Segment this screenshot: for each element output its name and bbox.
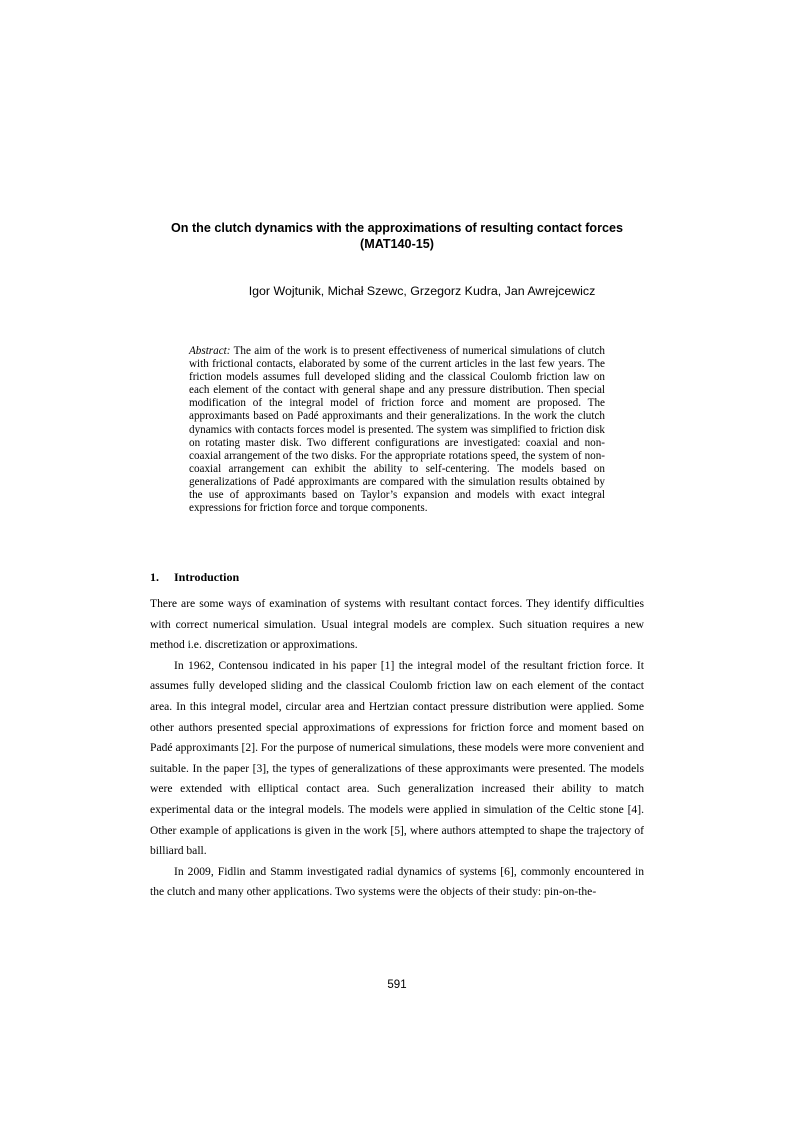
section-body (150, 594, 644, 903)
section-heading (150, 569, 239, 585)
body-paragraph: There are some ways of examination of systems with resultant contact forces. They identify difficulties with correct numerical simulation. Usual integral models are complex. Such situation requires a new method i.e. discretization or approximations. (150, 597, 644, 652)
body-paragraph: In 1962, Contensou indicated in his paper [1] the integral model of the resultant friction force. It assumes fully developed sliding and the classical Coulomb friction law on each element of the contact area. In this integral model, circular area and Hertzian contact pressure distribution were applied. Some other authors presented special approximations of expressions for friction force and moment based on Padé approximants [2]. For the purpose of numerical simulations, these models were more convenient and suitable. In the paper [3], the types of generalizations of these approximants were presented. The models were extended with elliptical contact area. Such generalization increased their ability to match experimental data or the integral models. The models were applied in simulation of the Celtic stone [4]. Other example of applications is given in the work [5], where authors attempted to shape the trajectory of billiard ball. (150, 658, 644, 858)
section-number: 1. (150, 570, 159, 584)
paper-title-line1: On the clutch dynamics with the approximations of resulting contact forces (170, 221, 624, 235)
author-list: Igor Wojtunik, Michał Szewc, Grzegorz Kudra, Jan Awrejcewicz (248, 284, 596, 298)
paper-title (100, 220, 694, 252)
paper-title-line2: (MAT140-15) (360, 237, 434, 251)
body-paragraph: In 2009, Fidlin and Stamm investigated radial dynamics of systems [6], commonly encountered in the clutch and many other applications. Two systems were the objects of their study: pin-on-the- (150, 864, 644, 899)
page-number: 591 (387, 979, 407, 991)
section-title: Introduction (174, 570, 240, 584)
abstract-label: Abstract: (189, 345, 231, 357)
abstract (189, 345, 605, 515)
abstract-text: The aim of the work is to present effectiveness of numerical simulations of clutch with frictional contacts, elaborated by some of the current articles in the last few years. The friction models assumes full developed sliding and the classical Coulomb friction law on each element of the contact with general shape and any pressure distribution. Then special modification of the integral model of friction force and moment are proposed. The approximants based on Padé approximants and their generalizations. In the work the clutch dynamics with contacts forces model is presented. The system was simplified to friction disk on rotating master disk. Two different configurations are investigated: coaxial and non-coaxial arrangement of the two disks. For the appropriate rotations speed, the system of non-coaxial arrangement can exhibit the ability to self-centering. The models based on generalizations of Padé approximants are compared with the simulation results obtained by the use of approximants based on Taylor’s expansion and models with exact integral expressions for friction force and torque components. (189, 345, 605, 515)
